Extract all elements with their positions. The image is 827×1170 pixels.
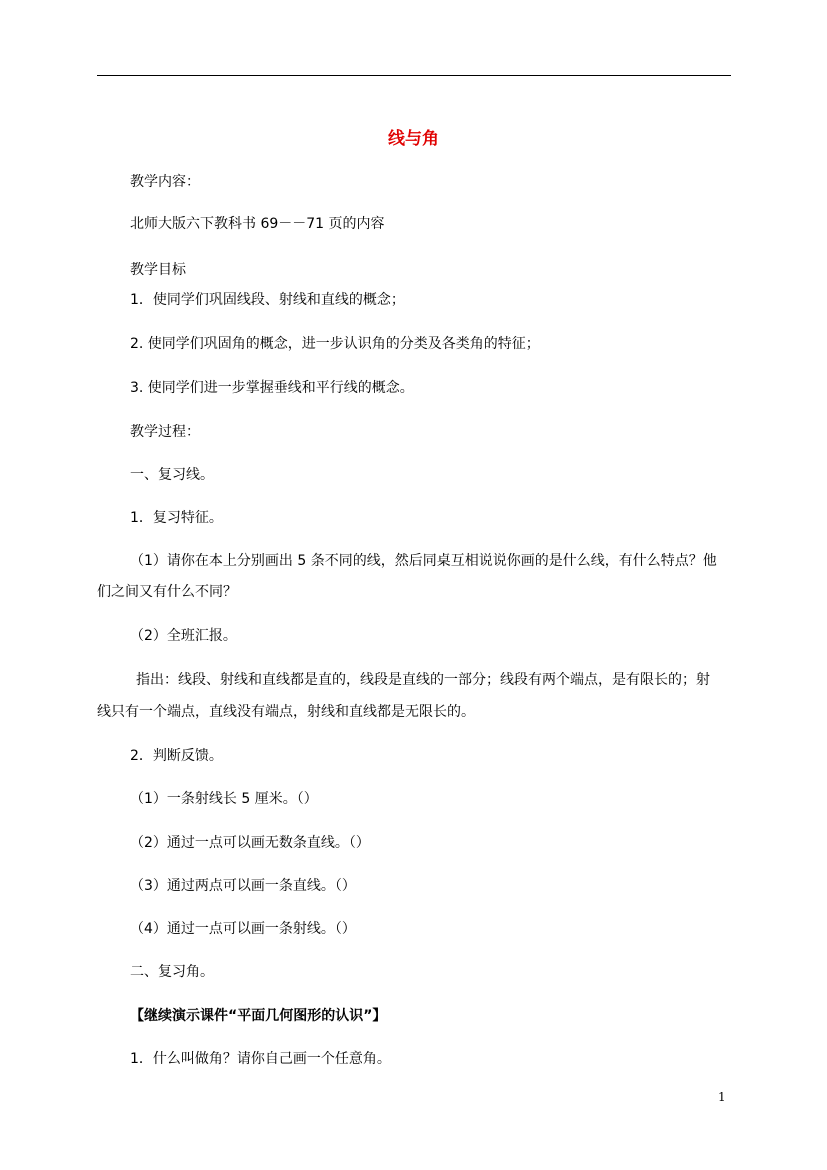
heading-review-angles: 二、复习角。: [130, 964, 214, 980]
section-label-objectives: 教学目标: [130, 262, 186, 278]
paragraph-task-1-cont: 们之间又有什么不同？: [97, 584, 237, 600]
paragraph-task-1: （1）请你在本上分别画出 5 条不同的线，然后同桌互相说说你画的是什么线，有什么特点？他: [130, 553, 717, 569]
question-what-is-angle: 1．什么叫做角？请你自己画一个任意角。: [130, 1051, 391, 1067]
paragraph-task-2: （2）全班汇报。: [130, 628, 237, 644]
judgement-item-1: （1）一条射线长 5 厘米。（）: [130, 791, 318, 807]
judgement-item-3: （3）通过两点可以画一条直线。（）: [130, 878, 356, 894]
section-label-content: 教学内容：: [130, 174, 200, 190]
courseware-note: 【继续演示课件“平面几何图形的认识”】: [130, 1008, 387, 1024]
page-number: 1: [718, 1090, 726, 1104]
heading-review-lines: 一、复习线。: [130, 467, 214, 483]
objective-3: 3. 使同学们进一步掌握垂线和平行线的概念。: [130, 380, 414, 396]
subheading-judgement: 2．判断反馈。: [130, 748, 223, 764]
paragraph-point-out-cont: 线只有一个端点，直线没有端点，射线和直线都是无限长的。: [97, 704, 475, 720]
objective-2: 2. 使同学们巩固角的概念，进一步认识角的分类及各类角的特征；: [130, 336, 540, 352]
content-text: 北师大版六下教科书 69－－71 页的内容: [130, 216, 385, 232]
header-rule: [97, 75, 731, 76]
section-label-process: 教学过程：: [130, 424, 200, 440]
objective-1: 1．使同学们巩固线段、射线和直线的概念；: [130, 292, 405, 308]
paragraph-point-out: 指出：线段、射线和直线都是直的，线段是直线的一部分；线段有两个端点，是有限长的；射: [136, 672, 710, 688]
subheading-review-features: 1．复习特征。: [130, 510, 223, 526]
judgement-item-4: （4）通过一点可以画一条射线。（）: [130, 921, 356, 937]
document-title: 线与角: [388, 129, 439, 149]
judgement-item-2: （2）通过一点可以画无数条直线。（）: [130, 835, 370, 851]
